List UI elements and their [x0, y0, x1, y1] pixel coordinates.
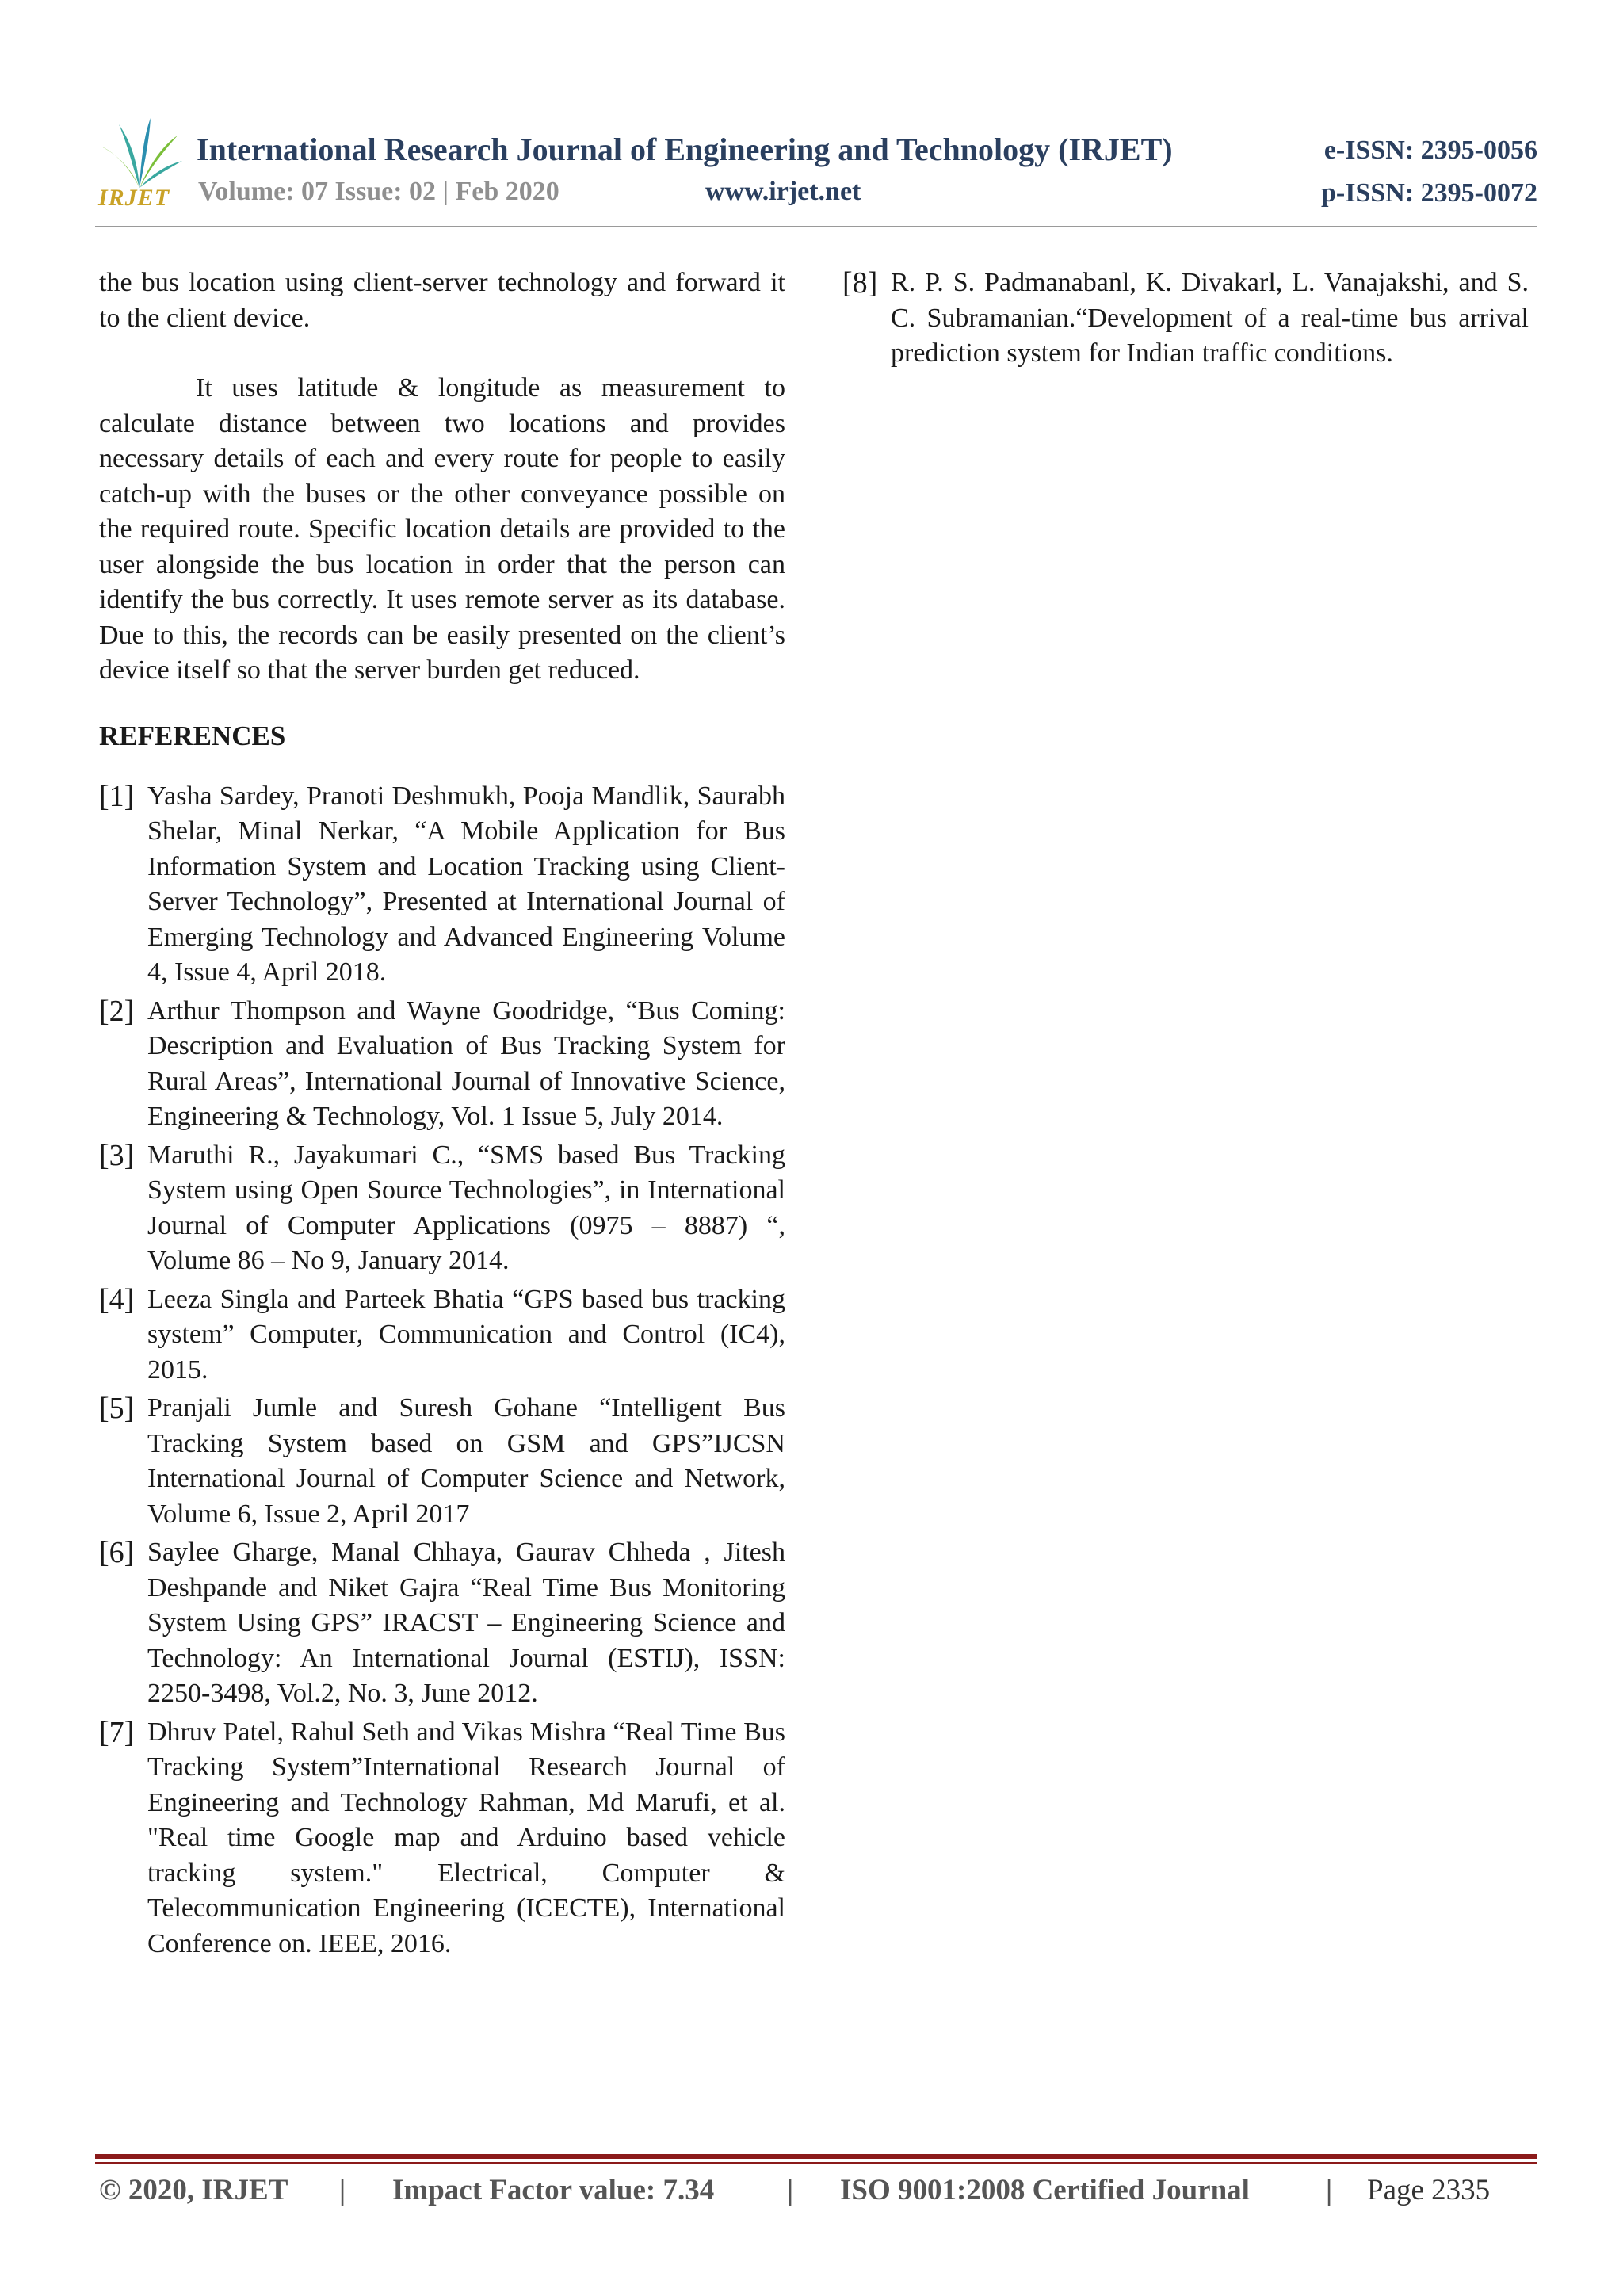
- journal-title: International Research Journal of Engineering and Technology (IRJET): [197, 132, 1173, 167]
- reference-item: [99, 1138, 785, 1279]
- reference-number: [7]: [99, 1715, 135, 1749]
- reference-number: [3]: [99, 1138, 135, 1172]
- footer-divider-thin: [95, 2162, 1537, 2164]
- reference-item: [99, 1391, 785, 1532]
- reference-item: [842, 266, 1529, 372]
- footer-divider-thick: [95, 2154, 1537, 2159]
- reference-text: R. P. S. Padmanabanl, K. Divakarl, L. Vanajakshi, and S. C. Subramanian.“Development of a real-time bus arrival prediction system for Indian traffic conditions.: [891, 268, 1529, 368]
- reference-text: Maruthi R., Jayakumari C., “SMS based Bus Tracking System using Open Source Technologies”, in International Journal of Computer Applications (0975 – 8887) “, Volume 86 – No 9, January 2014.: [147, 1140, 785, 1275]
- reference-number: [5]: [99, 1392, 135, 1425]
- journal-website-link[interactable]: www.irjet.net: [705, 177, 861, 206]
- reference-text: Yasha Sardey, Pranoti Deshmukh, Pooja Mandlik, Saurabh Shelar, Minal Nerkar, “A Mobile Application for Bus Information System and Location Tracking using Client-Server Technology”, Presented at International Journal of Emerging Technology and Advanced Engineering Volume 4, Issue 4, April 2018.: [147, 781, 785, 987]
- reference-text: Leeza Singla and Parteek Bhatia “GPS based bus tracking system” Computer, Communication and Control (IC4), 2015.: [147, 1284, 785, 1385]
- footer-impact-factor: Impact Factor value: 7.34: [392, 2174, 715, 2206]
- right-column: [842, 266, 1529, 375]
- footer-page-number: Page 2335: [1367, 2174, 1491, 2206]
- reference-item: [99, 1535, 785, 1712]
- footer-iso-certification: ISO 9001:2008 Certified Journal: [840, 2174, 1250, 2206]
- leaf-logo-icon: [95, 115, 184, 190]
- reference-number: [6]: [99, 1536, 135, 1569]
- left-column: [99, 266, 785, 1965]
- reference-item: [99, 1282, 785, 1389]
- body-paragraph-2: It uses latitude & longitude as measurement to calculate distance between two locations and provides necessary details of each and every route for people to easily catch-up with the buses or the other conveyance possible on the required route. Specific location details are provided to the user alongside the bus location in order that the person can identify the bus correctly. It uses remote server as its database. Due to this, the records can be easily presented on the client’s device itself so that the server burden get reduced.: [99, 373, 785, 685]
- body-paragraph-1: the bus location using client-server technology and forward it to the client device.: [99, 268, 785, 333]
- footer-separator: |: [1326, 2174, 1333, 2206]
- footer-copyright: © 2020, IRJET: [99, 2174, 288, 2206]
- irjet-logo: [95, 115, 184, 218]
- reference-number: [8]: [842, 266, 878, 300]
- reference-text: Saylee Gharge, Manal Chhaya, Gaurav Chheda , Jitesh Deshpande and Niket Gajra “Real Time Bus Monitoring System Using GPS” IRACST – Engineering Science and Technology: An International Journal (ESTIJ), ISSN: 2250-3498, Vol.2, No. 3, June 2012.: [147, 1538, 785, 1708]
- reference-number: [4]: [99, 1282, 135, 1316]
- volume-issue: Volume: 07 Issue: 02 | Feb 2020: [198, 177, 559, 206]
- reference-number: [2]: [99, 994, 135, 1028]
- e-issn: e-ISSN: 2395-0056: [1323, 136, 1537, 165]
- reference-item: [99, 1715, 785, 1962]
- reference-item: [99, 994, 785, 1135]
- references-heading: REFERENCES: [99, 720, 286, 751]
- reference-number: [1]: [99, 779, 135, 813]
- header-divider: [95, 226, 1537, 227]
- reference-text: Arthur Thompson and Wayne Goodridge, “Bus Coming: Description and Evaluation of Bus Tracking System for Rural Areas”, International Journal of Innovative Science, Engineering & Technology, Vol. 1 Issue 5, July 2014.: [147, 995, 785, 1131]
- reference-item: [99, 779, 785, 991]
- reference-text: Pranjali Jumle and Suresh Gohane “Intelligent Bus Tracking System based on GSM and GPS”IJCSN International Journal of Computer Science and Network, Volume 6, Issue 2, April 2017: [147, 1393, 785, 1529]
- logo-text: IRJET: [98, 185, 170, 211]
- page-footer: [99, 2173, 1526, 2213]
- reference-text: Dhruv Patel, Rahul Seth and Vikas Mishra “Real Time Bus Tracking System”International Research Journal of Engineering and Technology Rahman, Md Marufi, et al. "Real time Google map and Arduino based vehicle tracking system." Electrical, Computer & Telecommunication Engineering (ICECTE), International Conference on. IEEE, 2016.: [147, 1717, 785, 1958]
- page-header: [95, 115, 1537, 234]
- footer-separator: |: [339, 2174, 346, 2206]
- footer-separator: |: [787, 2174, 794, 2206]
- p-issn: p-ISSN: 2395-0072: [1321, 178, 1537, 208]
